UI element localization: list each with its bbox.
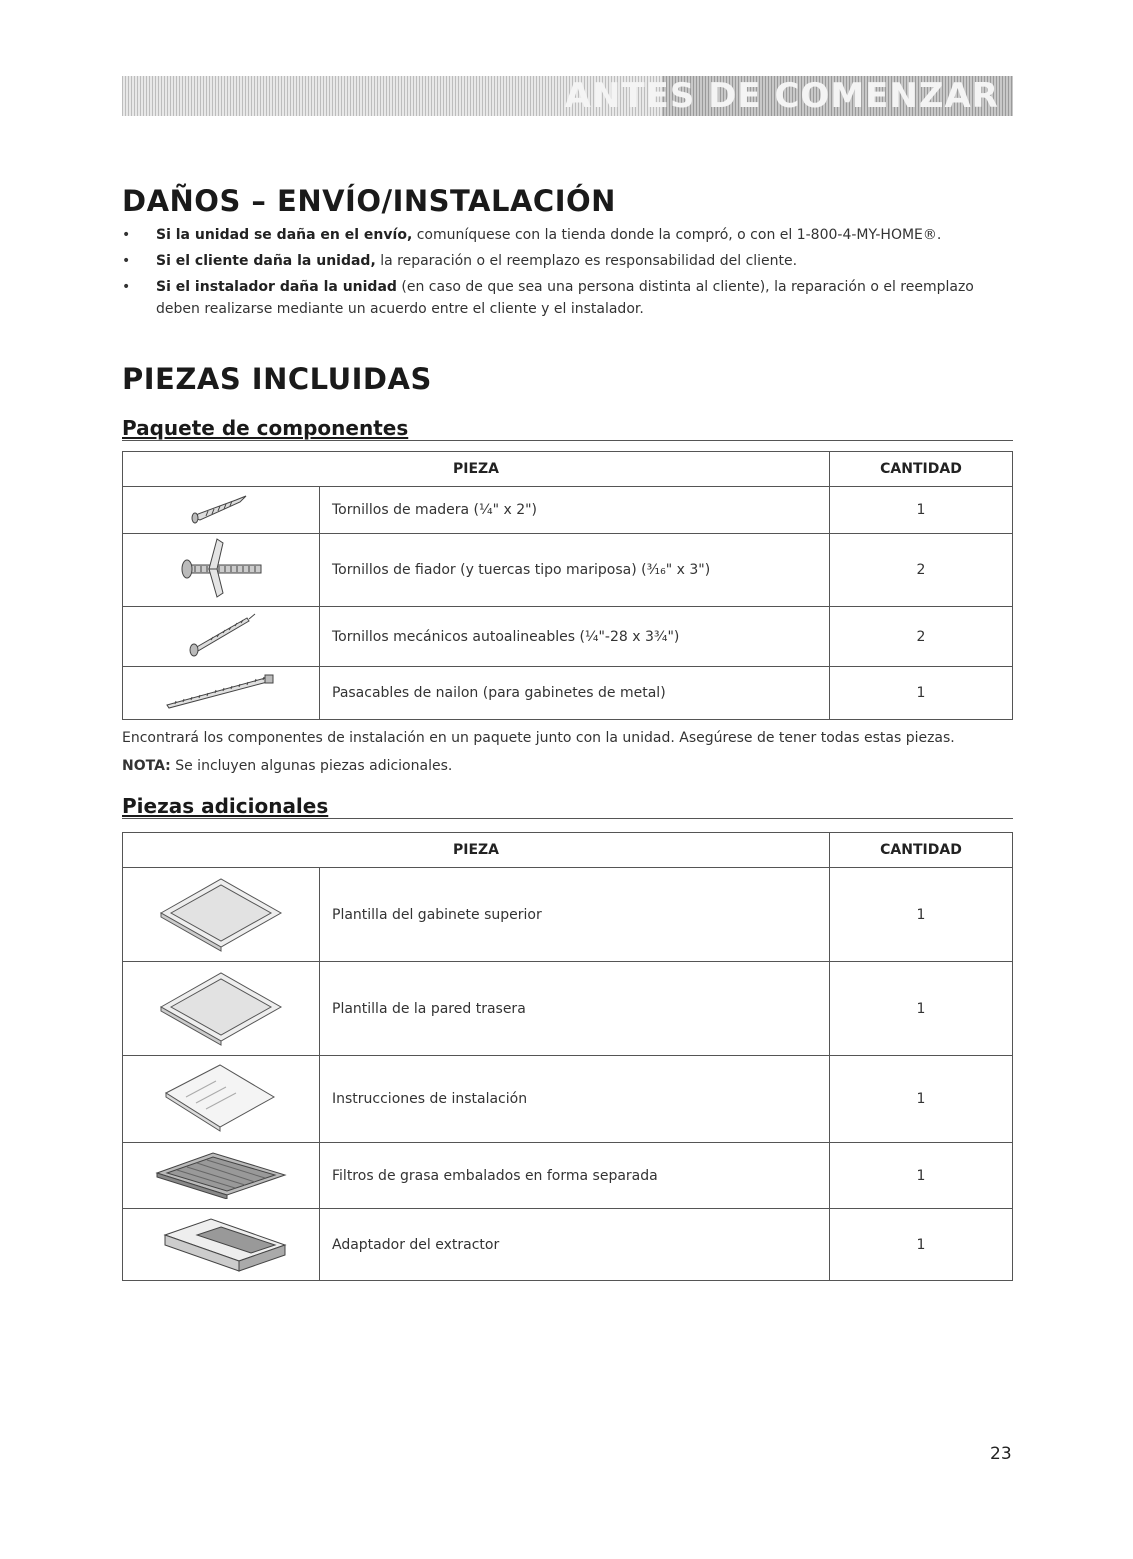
additional-subheading <box>122 794 1013 819</box>
damage-item <box>122 250 1002 272</box>
damage-item <box>122 276 1002 320</box>
table-row <box>123 868 1013 962</box>
table-header-row <box>123 452 1013 487</box>
part-qty: 1 <box>830 1143 1013 1209</box>
part-name: Pasacables de nailon (para gabinetes de metal) <box>320 667 830 720</box>
col-header-piece: PIEZA <box>123 833 830 868</box>
col-header-qty: CANTIDAD <box>830 833 1013 868</box>
additional-table <box>122 832 1013 1281</box>
damage-item-bold: Si el cliente daña la unidad, <box>156 253 376 269</box>
table-row <box>123 487 1013 534</box>
page-number: 23 <box>990 1444 1012 1464</box>
exhaust-adapter-icon <box>123 1209 320 1281</box>
part-name: Filtros de grasa embalados en forma separada <box>320 1143 830 1209</box>
toggle-bolt-icon <box>123 534 320 607</box>
damage-item-bold: Si la unidad se daña en el envío, <box>156 227 413 243</box>
table-row <box>123 1143 1013 1209</box>
part-qty: 1 <box>830 487 1013 534</box>
grommet-icon <box>123 667 320 720</box>
table-row <box>123 1056 1013 1143</box>
part-name: Tornillos de madera (¹⁄₄" x 2") <box>320 487 830 534</box>
machine-screw-icon <box>123 607 320 667</box>
components-note: Encontrará los componentes de instalación en un paquete junto con la unidad. Asegúrese de tener todas estas piezas. <box>122 730 955 746</box>
nota-label: NOTA: <box>122 758 171 774</box>
nota-text: Se incluyen algunas piezas adicionales. <box>170 758 453 774</box>
part-name: Tornillos mecánicos autoalineables (¹⁄₄"-28 x 3³⁄₄") <box>320 607 830 667</box>
wood-screw-icon <box>123 487 320 534</box>
part-qty: 1 <box>830 962 1013 1056</box>
damage-item-bold: Si el instalador daña la unidad <box>156 279 397 295</box>
damage-item-text: la reparación o el reemplazo es responsabilidad del cliente. <box>375 253 798 269</box>
part-qty: 1 <box>830 868 1013 962</box>
part-qty: 2 <box>830 534 1013 607</box>
table-row <box>123 667 1013 720</box>
damage-heading: DAÑOS – ENVÍO/INSTALACIÓN <box>122 184 616 218</box>
template-sheet-icon <box>123 962 320 1056</box>
damage-item <box>122 224 1002 246</box>
table-header-row <box>123 833 1013 868</box>
section-banner <box>122 76 1013 116</box>
nota-line <box>122 755 1013 777</box>
part-qty: 1 <box>830 1056 1013 1143</box>
damage-item-text: (en caso de que sea una persona distinta al cliente), la reparación o el reemplazo deben realizarse mediante un acuerdo entre el cliente y el instalador. <box>156 279 974 317</box>
banner-title: ANTES DE COMENZAR <box>564 76 999 116</box>
part-name: Tornillos de fiador (y tuercas tipo mariposa) (³⁄₁₆" x 3") <box>320 534 830 607</box>
template-sheet-icon <box>123 868 320 962</box>
part-qty: 2 <box>830 607 1013 667</box>
components-table <box>122 451 1013 720</box>
parts-heading: PIEZAS INCLUIDAS <box>122 362 432 396</box>
components-subheading <box>122 416 1013 441</box>
table-row <box>123 607 1013 667</box>
booklet-icon <box>123 1056 320 1143</box>
col-header-piece: PIEZA <box>123 452 830 487</box>
part-name: Plantilla del gabinete superior <box>320 868 830 962</box>
damage-list <box>122 224 1002 324</box>
table-row <box>123 1209 1013 1281</box>
components-subheading-text: Paquete de componentes <box>122 416 409 440</box>
table-row <box>123 534 1013 607</box>
part-name: Plantilla de la pared trasera <box>320 962 830 1056</box>
part-name: Instrucciones de instalación <box>320 1056 830 1143</box>
grease-filter-icon <box>123 1143 320 1209</box>
col-header-qty: CANTIDAD <box>830 452 1013 487</box>
damage-item-text: comuníquese con la tienda donde la compró, o con el 1-800-4-MY-HOME®. <box>412 227 942 243</box>
part-qty: 1 <box>830 667 1013 720</box>
table-row <box>123 962 1013 1056</box>
additional-subheading-text: Piezas adicionales <box>122 794 329 818</box>
part-name: Adaptador del extractor <box>320 1209 830 1281</box>
part-qty: 1 <box>830 1209 1013 1281</box>
